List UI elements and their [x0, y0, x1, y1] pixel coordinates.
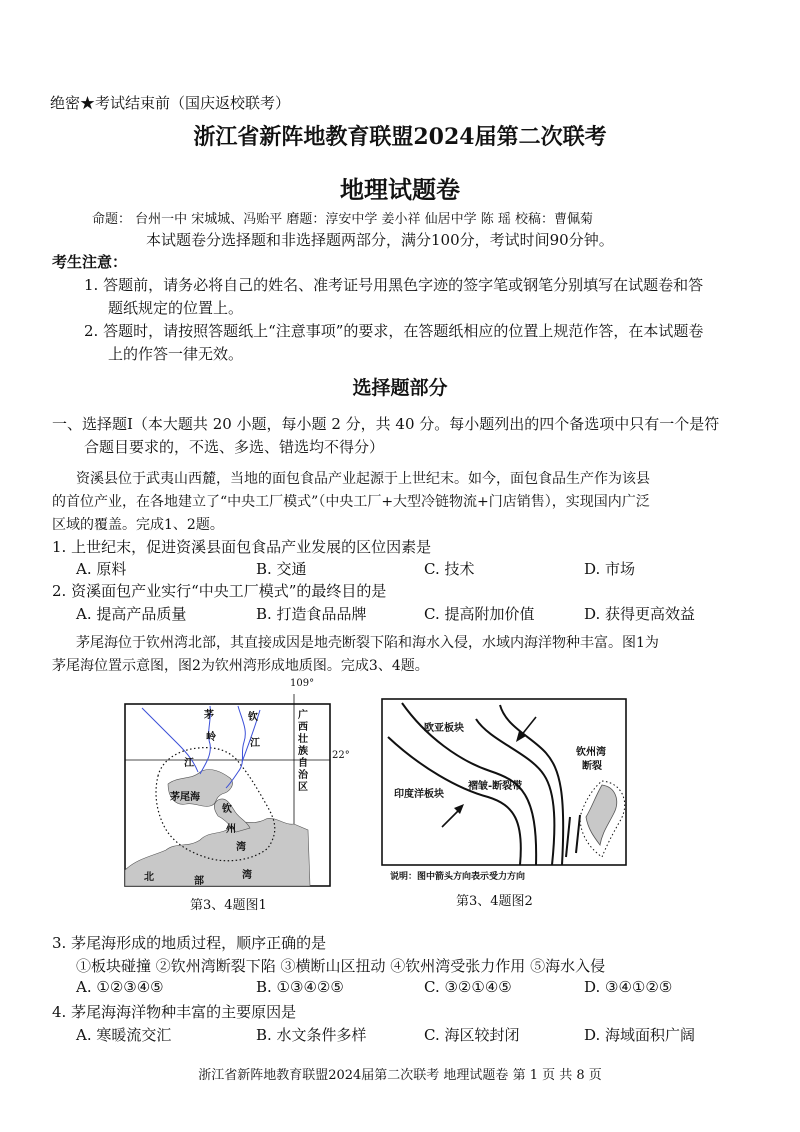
beibu-wan: 湾: [242, 870, 252, 881]
passage-1-line-2: 的首位产业，在各地建立了“中央工厂模式”（中央工厂+大型冷链物流+门店销售），实现国内广泛: [52, 494, 650, 510]
region-char: 西: [298, 722, 308, 733]
jiang-label-2: 江: [184, 758, 194, 769]
qinzhou-zhou: 州: [226, 824, 236, 835]
q1-option-c: C. 技术: [424, 560, 475, 578]
passage-2-line-2: 茅尾海位置示意图，图2为钦州湾形成地质图。完成3、4题。: [52, 658, 429, 674]
q4-option-c: C. 海区较封闭: [424, 1026, 520, 1044]
indian-plate-label: 印度洋板块: [394, 789, 444, 800]
region-char: 广: [298, 710, 308, 721]
q3-option-a: A. ①②③④⑤: [76, 978, 164, 996]
passage-1-line-1: 资溪县位于武夷山西麓，当地的面包食品产业起源于上世纪末。如今，面包食品生产作为该县: [76, 471, 650, 487]
eurasia-plate-label: 欧亚板块: [424, 723, 464, 734]
q3-option-b: B. ①③④②⑤: [256, 978, 344, 996]
figure-1-graphic: [118, 680, 348, 890]
fold-fault-label: 褶皱-断裂带: [468, 781, 523, 792]
q2-option-d: D. 获得更高效益: [584, 605, 696, 623]
q1-stem: 1. 上世纪末，促进资溪县面包食品产业发展的区位因素是: [52, 538, 432, 556]
q3-stem: 3. 茅尾海形成的地质过程，顺序正确的是: [52, 934, 327, 952]
region-char: 族: [298, 746, 308, 757]
notice-item-2: 2. 答题时，请按照答题纸上“注意事项”的要求，在答题纸相应的位置上规范作答，在本试题卷: [84, 322, 704, 340]
q4-option-a: A. 寒暖流交汇: [76, 1026, 172, 1044]
intro-line: 本试题卷分选择题和非选择题两部分，满分100分，考试时间90分钟。: [146, 231, 614, 249]
q3-option-d: D. ③④①②⑤: [584, 978, 673, 996]
region-char: 治: [298, 770, 308, 781]
q3-option-c: C. ③②①④⑤: [424, 978, 512, 996]
diagram-note: 说明：图中箭头方向表示受力方向: [390, 872, 526, 882]
beibu-bu: 部: [194, 876, 204, 887]
part1-instructions: 一、选择题Ⅰ（本大题共 20 小题，每小题 2 分，共 40 分。每小题列出的四个备选项中只有一个是符: [52, 415, 720, 433]
confidential-line: 绝密★考试结束前（国庆返校联考）: [50, 94, 291, 112]
q1-option-d: D. 市场: [584, 560, 636, 578]
q3-statements: ①板块碰撞 ②钦州湾断裂下陷 ③横断山区扭动 ④钦州湾受张力作用 ⑤海水入侵: [76, 957, 606, 975]
passage-1-line-3: 区域的覆盖。完成1、2题。: [52, 517, 224, 533]
beibu-bei: 北: [144, 872, 154, 883]
page-footer: 浙江省新阵地教育联盟2024届第二次联考 地理试题卷 第 1 页 共 8 页: [198, 1068, 602, 1083]
notice-item-1-cont: 题纸规定的位置上。: [108, 299, 244, 317]
q2-option-c: C. 提高附加价值: [424, 605, 535, 623]
q2-option-a: A. 提高产品质量: [76, 605, 187, 623]
q2-stem: 2. 资溪面包产业实行“中央工厂模式”的最终目的是: [52, 582, 387, 600]
qinzhou-wan: 湾: [236, 842, 246, 853]
q1-option-b: B. 交通: [256, 560, 307, 578]
qinzhou-bay-label: 钦州湾: [576, 747, 606, 758]
q4-option-b: B. 水文条件多样: [256, 1026, 367, 1044]
passage-2-line-1: 茅尾海位于钦州湾北部，其直接成因是地壳断裂下陷和海水入侵，水域内海洋物种丰富。图1为: [76, 635, 659, 651]
region-char: 区: [298, 782, 308, 793]
figure-1-map: [118, 680, 348, 890]
qinzhou-qin: 钦: [222, 804, 232, 815]
latitude-label: 22°: [332, 750, 350, 761]
paper-subtitle: 地理试题卷: [340, 175, 460, 204]
q1-option-a: A. 原料: [76, 560, 127, 578]
notice-heading: 考生注意：: [52, 253, 128, 271]
figure-1-caption: 第3、4题图1: [190, 898, 267, 913]
mao-label: 茅: [204, 710, 214, 721]
q2-option-b: B. 打造食品品牌: [256, 605, 367, 623]
longitude-label: 109°: [290, 678, 315, 689]
q4-stem: 4. 茅尾海海洋物种丰富的主要原因是: [52, 1003, 297, 1021]
figure-2-diagram: [380, 697, 630, 887]
exam-title: 浙江省新阵地教育联盟2024届第二次联考: [193, 124, 607, 150]
maowei-label: 茅尾海: [170, 792, 200, 803]
part1-instructions-cont: 合题目要求的，不选、多选、错选均不得分）: [84, 438, 385, 456]
region-char: 自: [298, 758, 308, 769]
notice-item-1: 1. 答题前，请务必将自己的姓名、准考证号用黑色字迹的签字笔或钢笔分别填写在试题卷和答: [84, 276, 704, 294]
fault-label: 断裂: [582, 761, 602, 772]
jiang-label-1: 江: [250, 738, 260, 749]
region-label: [298, 710, 310, 794]
section-heading: 选择题部分: [352, 377, 448, 399]
ling-label: 岭: [206, 732, 216, 743]
authors-line: 命题： 台州一中 宋城城、冯贻平 磨题：淳安中学 姜小祥 仙居中学 陈 瑶 校稿：曹佩菊: [92, 212, 594, 227]
figure-2-caption: 第3、4题图2: [456, 894, 533, 909]
qin-label: 钦: [248, 712, 258, 723]
region-char: 壮: [298, 734, 308, 745]
q4-option-d: D. 海域面积广阔: [584, 1026, 696, 1044]
notice-item-2-cont: 上的作答一律无效。: [108, 345, 244, 363]
